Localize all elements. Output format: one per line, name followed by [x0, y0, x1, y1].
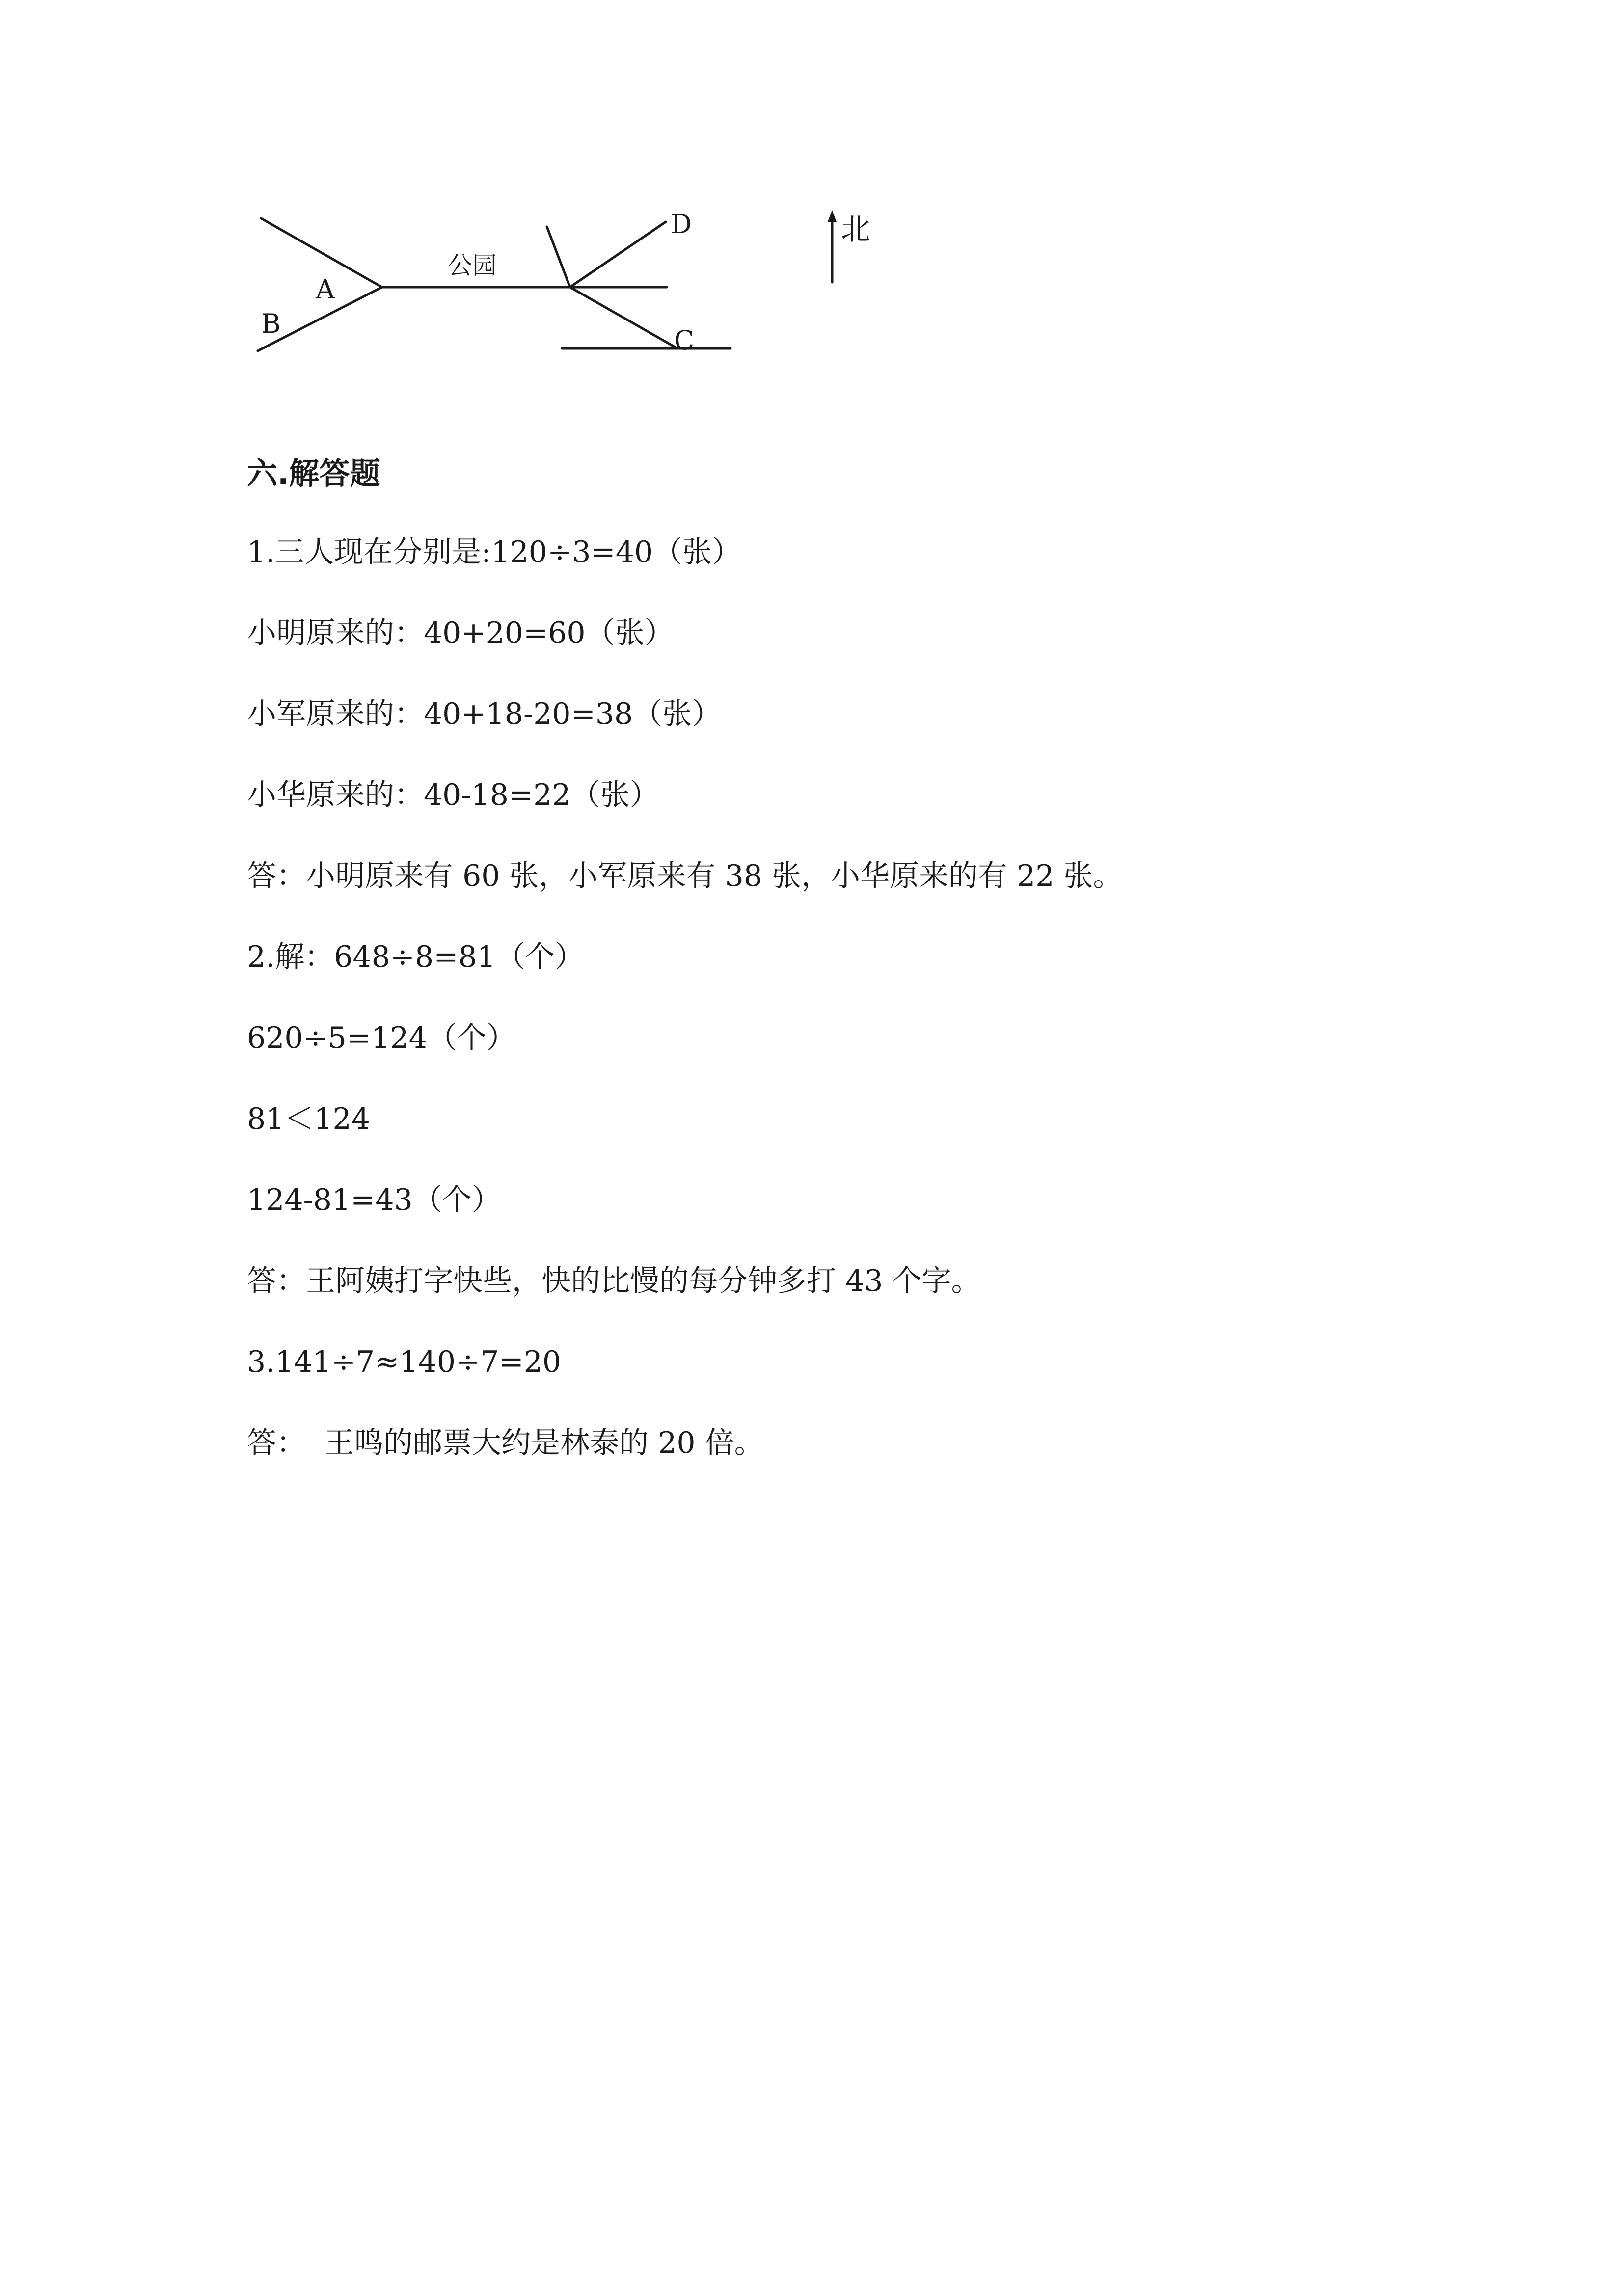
label-park: 公园 — [448, 251, 497, 280]
answer-line-5: 答：小明原来有 60 张，小军原来有 38 张，小华原来的有 22 张。 — [247, 859, 1123, 893]
answer-line-7: 620÷5=124（个） — [247, 1021, 516, 1055]
label-b: B — [261, 308, 281, 339]
north-arrow-icon — [828, 210, 837, 222]
route-diagram — [245, 201, 893, 363]
answer-line-6: 2.解：648÷8=81（个） — [247, 940, 584, 974]
answer-line-2: 小明原来的：40+20=60（张） — [247, 616, 674, 650]
label-north: 北 — [841, 213, 870, 247]
label-a: A — [316, 274, 335, 305]
answer-line-9: 124-81=43（个） — [247, 1183, 501, 1217]
label-c: C — [674, 325, 695, 356]
label-d: D — [671, 209, 692, 240]
road-to-c — [570, 287, 677, 348]
road-to-d — [570, 222, 666, 287]
answer-line-12: 答： 王鸣的邮票大约是林泰的 20 倍。 — [247, 1426, 764, 1460]
road-branch-up — [547, 227, 570, 287]
answer-line-11: 3.141÷7≈140÷7=20 — [247, 1345, 562, 1379]
answer-line-4: 小华原来的：40-18=22（张） — [247, 778, 659, 812]
section-title: 六.解答题 — [247, 455, 380, 491]
answer-line-10: 答：王阿姨打字快些，快的比慢的每分钟多打 43 个字。 — [247, 1264, 981, 1298]
answer-line-1: 1.三人现在分别是:120÷3=40（张） — [247, 535, 742, 569]
route-diagram-svg — [245, 201, 893, 363]
answer-line-3: 小军原来的：40+18-20=38（张） — [247, 697, 722, 731]
answer-line-8: 81＜124 — [247, 1102, 370, 1136]
